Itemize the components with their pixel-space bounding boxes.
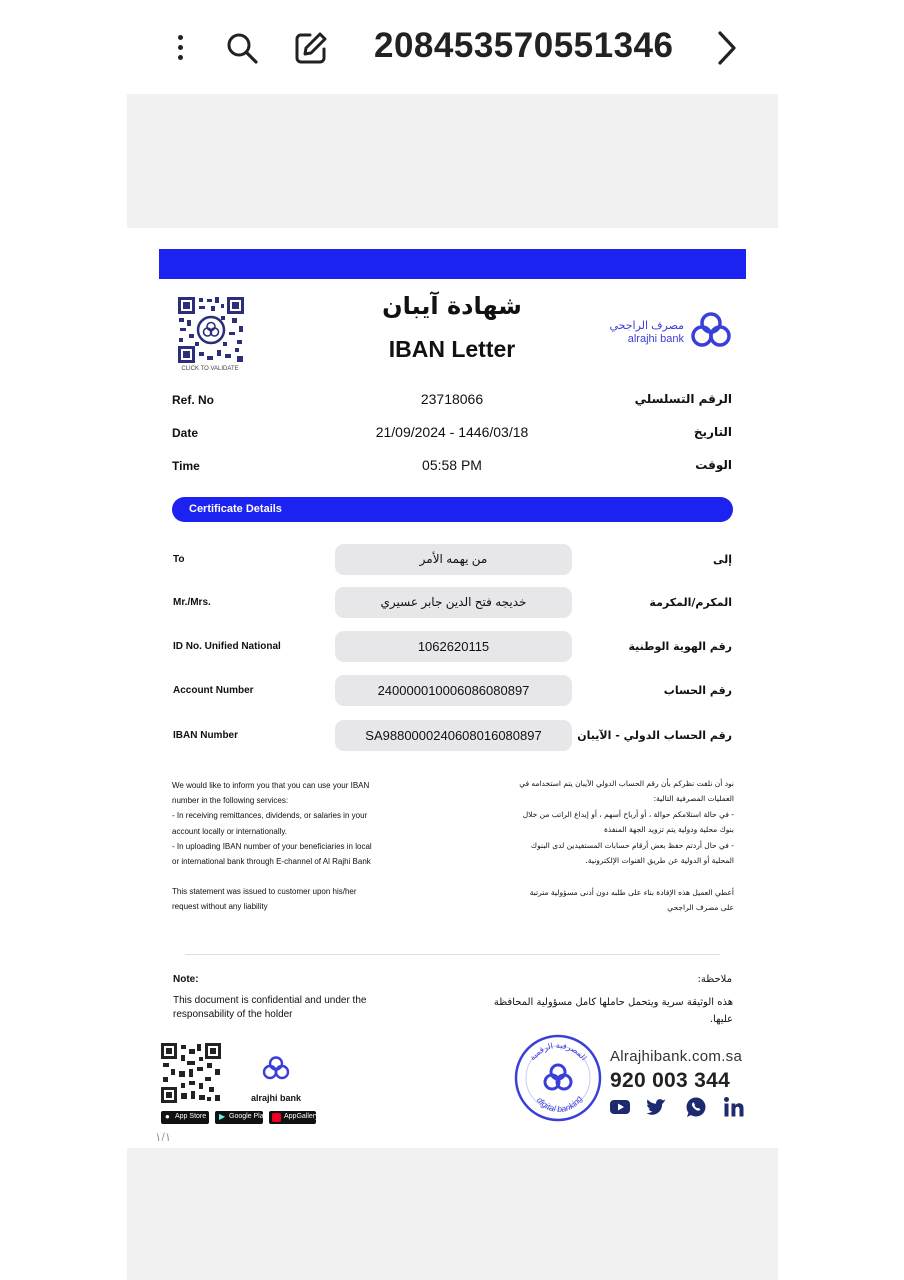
statement-line: This statement was issued to customer upon his/her — [172, 887, 357, 896]
note-label-ar: ملاحظة: — [697, 974, 732, 985]
info-line-ar: نود أن نلفت نظركم بأن رقم الحساب الدولي الآيبان يتم استخدامه في — [519, 779, 734, 788]
note-text-ar: هذه الوثيقة سرية ويتحمل حاملها كامل مسؤولية المحافظة عليها. — [493, 997, 733, 1025]
apple-icon: ● — [165, 1112, 170, 1121]
appgallery-icon — [272, 1113, 281, 1122]
info-line-ar: بنوك محلية ودولية يتم تزويد الجهة المنفذة — [603, 825, 734, 835]
to-value: من يهمه الأمر — [335, 544, 572, 575]
edit-icon[interactable] — [293, 30, 329, 66]
badge-bottom-text: digital banking — [534, 1093, 585, 1115]
info-line-ar: المحلية أو الدولية عن طريق القنوات الإلكترونية. — [585, 856, 734, 866]
app-gallery-label: AppGallery — [284, 1113, 319, 1120]
bank-name-english: alrajhi bank — [627, 333, 684, 345]
bank-website[interactable]: Alrajhibank.com.sa — [610, 1048, 743, 1065]
account-label: Account Number — [173, 685, 254, 696]
chevron-right-icon[interactable] — [712, 29, 742, 67]
ref-no-label: Ref. No — [172, 393, 214, 407]
bank-logo-text — [604, 320, 684, 346]
viewer-gap-top — [127, 94, 778, 228]
info-line-ar: - في حال أردتم حفظ بعض أرقام حسابات المستفيدين لدى البنوك — [530, 840, 734, 850]
name-label-ar: المكرم/المكرمة — [649, 596, 732, 609]
info-line: or international bank through E-channel of Al Rajhi Bank — [172, 857, 371, 867]
info-arabic — [482, 776, 734, 868]
certificate-details-header — [172, 497, 733, 522]
iban-label-ar: رقم الحساب الدولي - الآيبان — [577, 729, 732, 742]
iban-value: SA9880000240608016080897 — [335, 720, 572, 751]
youtube-icon[interactable] — [609, 1096, 631, 1118]
id-value: 1062620115 — [335, 631, 572, 662]
page-number: ١/١ — [155, 1130, 172, 1144]
footer-brand: alrajhi bank — [250, 1093, 302, 1103]
title-arabic: شهادة آيبان — [382, 292, 522, 320]
info-line: - In uploading IBAN number of your beneficiaries in local — [172, 841, 372, 851]
qr-caption: CLICK TO VALIDATE — [181, 366, 239, 372]
digital-banking-badge — [514, 1034, 602, 1122]
app-store-badge[interactable] — [161, 1111, 209, 1124]
divider — [185, 954, 720, 955]
search-icon[interactable] — [224, 30, 260, 66]
app-download-qr-code[interactable] — [161, 1043, 221, 1103]
ref-no-label-ar: الرقم التسلسلي — [634, 392, 732, 406]
bank-phone[interactable]: 920 003 344 — [610, 1069, 731, 1092]
info-line: account locally or internationally. — [172, 826, 288, 836]
info-line: We would like to inform you that you can use your IBAN — [172, 781, 370, 790]
time-value: 05:58 PM — [422, 457, 482, 473]
date-label: Date — [172, 426, 199, 440]
document-title: 208453570551346 — [374, 26, 674, 65]
linkedin-icon[interactable] — [723, 1096, 745, 1118]
badge-top-text: المصرفية الرقمية — [527, 1040, 589, 1063]
validation-qr-code[interactable] — [177, 296, 245, 364]
date-label-ar: التاريخ — [693, 425, 732, 439]
whatsapp-icon[interactable] — [685, 1096, 707, 1118]
time-label-ar: الوقت — [695, 458, 732, 472]
account-value: 240000010006086080897 — [335, 675, 572, 706]
twitter-icon[interactable] — [645, 1096, 667, 1118]
alrajhi-small-logo-icon — [261, 1054, 291, 1082]
iban-label: IBAN Number — [173, 730, 239, 741]
header-band — [159, 249, 746, 279]
name-value: خديجه فتح الدين جابر عسيري — [335, 587, 572, 618]
statement-english — [172, 884, 417, 914]
time-label: Time — [172, 459, 200, 473]
info-english — [172, 778, 417, 869]
ref-no-value: 23718066 — [420, 391, 484, 407]
note-label: Note: — [173, 974, 199, 985]
name-label: Mr./Mrs. — [173, 597, 211, 608]
date-value: 21/09/2024 - 1446/03/18 — [375, 424, 529, 440]
id-label-ar: رقم الهوية الوطنية — [628, 640, 732, 653]
section-title: Certificate Details — [189, 503, 282, 515]
app-store-label: App Store — [175, 1113, 207, 1120]
more-vertical-icon[interactable] — [170, 31, 190, 65]
statement-line: request without any liability — [172, 902, 268, 912]
statement-arabic — [482, 885, 734, 916]
google-play-label: Google Play — [229, 1113, 268, 1120]
statement-line-ar: على مصرف الراجحي — [667, 903, 734, 913]
app-gallery-badge[interactable] — [269, 1111, 319, 1124]
play-icon: ▶ — [219, 1112, 226, 1121]
to-label-ar: إلى — [712, 553, 732, 566]
viewer-gap-bottom — [127, 1148, 778, 1280]
info-line: - In receiving remittances, dividends, or salaries in your — [172, 811, 368, 821]
info-line-ar: - في حالة استلامكم حوالة ، أو أرباح أسهم ، أو إيداع الراتب من خلال — [522, 809, 734, 819]
statement-line-ar: أعطي العميل هذه الإفادة بناء على طلبه دون أدنى مسؤولية مترتبة — [529, 888, 734, 897]
google-play-badge[interactable] — [215, 1111, 268, 1124]
bank-name-arabic: مصرف الراجحي — [609, 320, 684, 332]
alrajhi-logo-icon — [689, 309, 733, 351]
info-line-ar: العمليات المصرفية التالية: — [653, 794, 734, 804]
title-english: IBAN Letter — [388, 336, 516, 362]
to-label: To — [173, 554, 185, 565]
info-line: number in the following services: — [172, 796, 289, 806]
note-text: This document is confidential and under the responsability of the holder — [173, 995, 367, 1020]
id-label: ID No. Unified National — [173, 641, 281, 652]
account-label-ar: رقم الحساب — [663, 684, 732, 697]
